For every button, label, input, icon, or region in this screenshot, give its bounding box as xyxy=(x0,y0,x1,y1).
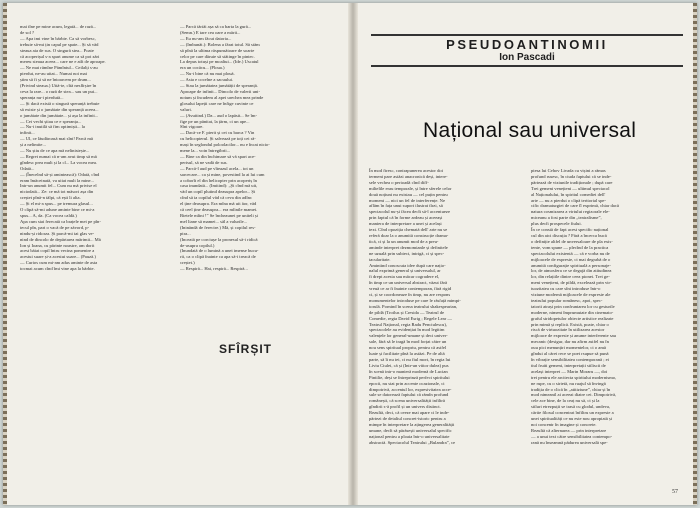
text-line: cele ace bine, de la ceaț nu să, ci și la xyxy=(531,398,600,404)
text-line: pira... xyxy=(180,230,191,236)
text-line: era un cocăcu... (Ploua.) xyxy=(180,65,225,71)
text-line: În ce constă de fapt acest specific național xyxy=(531,227,609,233)
binding-edge-left xyxy=(3,3,7,505)
text-line: sale, fără să le tragă în mod forțat către un xyxy=(369,339,447,345)
text-line: moderne, nimeni împrumutate din cinemato- xyxy=(531,309,614,315)
text-line: monumentelor introduse pe care le răsfață mimpi- xyxy=(369,297,461,303)
text-line: Ion și Ioana, cu părinte noastre, am dorit xyxy=(20,242,95,248)
text-line: trei pentru ele arcitecta spiritului modernismo, xyxy=(531,374,617,380)
text-line: rană nu înseamnă pădurea universală spe- xyxy=(531,439,608,445)
text-line: același interpret — Marin Moraru —, doi xyxy=(531,368,608,374)
text-line: două noțiuni nu existau — cel puțin pentru xyxy=(369,191,448,197)
text-line: prin faptul că în forme ardeau și aceeași xyxy=(369,215,443,221)
text-line: nou sens spiritual propriu, pentru că astfel xyxy=(369,345,447,351)
text-line: — Curios cum mi-am adus aminte de asta xyxy=(20,260,98,266)
text-line: lor, din relațiile dintre ceea pionei. Trei ge- xyxy=(531,274,610,280)
text-line: cific dramaturgiei de care îl exprimă, chiar dacă xyxy=(531,203,619,209)
text-line: — Ul, ce lăudăroasă mai sînt! Parcă mă xyxy=(20,136,93,142)
text-line: și a nelimite... xyxy=(20,142,46,148)
text-line: — Dacă-ce F. pierit și cei cu barca ? Vin xyxy=(180,130,255,136)
text-line: — Nu știu de ce apa mă nelinistește... xyxy=(20,148,90,154)
left-page-column-1 xyxy=(20,24,172,276)
text-line: mod nimeanil ai aceeai diatre cei. Dimpotrivă, xyxy=(531,392,617,398)
header-rule-top xyxy=(371,34,683,36)
text-line: Rezultă, deci, că ceeze mai apare ci le inde- xyxy=(369,410,450,416)
text-line: graful stridopetulor obiecte artistice realizate xyxy=(531,315,614,321)
text-line: nind de dincolo de depărtarea mărimii... Mă xyxy=(20,236,101,242)
text-line: teatrului popular românesc, apoi, spec- xyxy=(531,297,603,303)
text-line: Comedie, regia David Esrig ; Regele Lear — xyxy=(369,315,452,321)
text-line: torulă. Pornind în scena teatrului shakespearian, xyxy=(369,303,458,309)
text-line: creștet pînă-n tălpi, că ești li alta. xyxy=(20,195,81,201)
text-line: cu helicopterul. Și salvează pe toți cei ră- xyxy=(180,136,256,142)
text-line: dimpotrivă, accentul lor, expresivitatea acce- xyxy=(369,386,452,392)
text-line: text. Cînd opoziția chemată dell' arte nu se xyxy=(369,227,448,233)
text-line: fi drept acesta sau măcar cogradere el, xyxy=(369,274,440,280)
text-line: el ține deasupra. Era mîna mă uit ăor, văd xyxy=(180,201,257,207)
text-line: luate și facilitate pînă la astăzi. Pe de altă xyxy=(369,351,445,357)
text-line: (Inundată de o lumină a unei imense bucu- xyxy=(180,248,259,254)
text-line: — Respiră... Hai, respiră... Respiră... xyxy=(180,266,248,272)
text-line: Apa cum stai ferecată ca brațele mei pe pîn- xyxy=(20,218,101,224)
section-title: PSEUDOANTINOMII xyxy=(446,37,608,52)
text-line: casa inundată... (Imitind): „Și cînd mă uit, xyxy=(180,183,258,189)
text-line: o jumătate din jumătate... și așa la infinit... xyxy=(20,112,99,118)
text-line: sele vechea o perioadă cînd diff- xyxy=(369,179,429,185)
text-line: cul din aici discuția ? Fără a încerca bucă xyxy=(531,232,607,238)
text-line: Sînt vigoare. xyxy=(180,124,204,130)
right-page-column-1 xyxy=(369,168,521,488)
text-line: perisul, să ne vadă de sus. xyxy=(180,159,228,165)
text-line: viziune modernă mijloacele de expresie ale xyxy=(531,292,611,298)
text-line: tacularitate. xyxy=(369,256,391,262)
text-line: să pînă la ultima răspunsătoare de soarte xyxy=(180,47,255,53)
text-line: tatorii atrași prin confruntarea lor cu gesturile xyxy=(531,303,615,309)
text-line: La depus totuși pe moaltui... (Ide.) Uscatul xyxy=(180,59,259,65)
text-line: gîndirii s-ă profil și un univers distinct. xyxy=(369,404,441,410)
text-line: Teatrul Național, regia Radu Penciulescu), xyxy=(369,321,447,327)
text-line: trebuie să-mi țin capul pe spate... Și să văd xyxy=(20,41,99,47)
magazine-spread xyxy=(3,3,697,505)
text-line: Rezultă că alternarea — prin interpretare xyxy=(531,427,607,433)
text-line: creștet.) xyxy=(180,260,195,266)
section-header xyxy=(371,34,683,67)
text-line: o definiție altfel de unversaloare de pla exis- xyxy=(531,238,613,244)
text-line: a coborît el din helicopter prin acoperiș în xyxy=(180,177,257,183)
text-line: Trei gemeni venețieni — ultimul spectacol xyxy=(531,185,610,191)
text-line: ceva la rare... o rază de stea... sau un pui... xyxy=(20,88,98,94)
text-line: meni venețieni, de pildă, excelează prin vir- xyxy=(531,280,612,286)
text-line: În mod firesc, contrapunerea acestor doi xyxy=(369,168,443,173)
text-line: steaua aia de sus. O singură stea... Poate xyxy=(20,47,94,53)
text-line: Pintilie, deși se întreprinză perfect spiritului xyxy=(369,374,450,380)
text-line: mași în seglondul poloolacilor... nu e încat nicio- xyxy=(180,142,270,148)
text-line: mijloace de expresie și anume interferente sau xyxy=(531,333,616,339)
text-line: tente, vom spune — plecînd de la practica xyxy=(531,244,609,250)
text-line: că ceel ține deasupra... era mîinile mamei. xyxy=(180,207,258,213)
text-line: — a unui text către sensibilitatea contempo- xyxy=(531,433,613,439)
text-line: mijloacele de expresie, ci mai degrabă de o xyxy=(531,256,611,262)
text-line: sule se datorează faptului că rămîn profund xyxy=(369,392,449,398)
text-line: tocmai acum cînd îmi vine apa la bărbie. xyxy=(20,266,95,272)
text-line: umane, decît să părăsești universalul specific xyxy=(369,427,452,433)
text-line: tecul pîn, pari o vacă de pe zăvord, p- xyxy=(20,224,90,230)
text-line: mimpe în interpretare la ațingerea generalității xyxy=(369,421,455,427)
text-line: termeni pare astăzi anacronică deși, intere- xyxy=(369,173,448,179)
text-line: spus... A, da. (Ca vocea caldă.) xyxy=(20,213,77,218)
text-line: de-asupra copilul.) xyxy=(180,242,215,248)
text-line: Odată... xyxy=(20,165,35,171)
text-line: Amintind conoscuta idee după care națio- xyxy=(369,262,446,268)
text-line: de pildă (Troilus și Cresida — Teatrul de xyxy=(369,309,445,315)
text-line: fige pe un pănitat, la țărm, ci un ape... xyxy=(180,118,250,124)
text-line: ne rupe, cu o sirietă, nu ruajul să învingă xyxy=(531,380,606,386)
text-line: tiul fruiti gemeni, interpretații stiliscii de xyxy=(531,362,606,368)
text-line: — Bine ca din închimare să vă spart ace- xyxy=(180,153,256,159)
text-line: — (Înecelnd să-și amintească): Odată, cînd xyxy=(20,171,100,177)
text-line: pierdut, ne-au uitat... Numai noi mai xyxy=(20,71,87,77)
text-line: Intr-un anumit fel... Cum nu mă privise el xyxy=(20,183,97,189)
text-line: anumită configurație spirituală a personaje- xyxy=(531,262,611,268)
text-line: — (Imbunăt.): Bolena a fărat totul. Să stăm xyxy=(180,41,260,47)
text-line: nalul exprimă general și universalul, ar xyxy=(369,268,441,274)
text-line: gîndui al cărei rece se poet rsupue să pună xyxy=(531,351,609,357)
text-line: rii, ca o clipă înainte ca apa să-i treacă de xyxy=(180,254,256,260)
text-line: — Ne mai rămîne Pămîntul... Ceilalți s-au xyxy=(20,65,98,71)
text-line: tuozitatea cu care sînt introduse într-o xyxy=(531,286,601,292)
text-line: valențele lor general-umane și deci univer- xyxy=(369,333,448,339)
text-line: cînd să ia copilul văd că ceva din adînc xyxy=(180,195,252,201)
text-line: — Nu-i inutilă să fim optimiști... la xyxy=(20,124,85,130)
text-line: nindu-și ridorza. Și parcă-mi tai glas ve- xyxy=(20,230,95,236)
end-marker: SFÎRȘIT xyxy=(219,342,273,356)
text-line: infinit... xyxy=(20,130,35,136)
left-page-column-2 xyxy=(180,24,332,276)
text-line: glosului lapeții care ne înfige cuvinte ce xyxy=(180,100,254,106)
text-line: noi concentr în imagine și concrete. xyxy=(531,421,597,427)
text-line: al Naționalului, în spiritul comediei dell' xyxy=(531,191,606,197)
text-line: maniera de interpretare a unei și același xyxy=(369,221,442,227)
page-gutter xyxy=(348,3,358,505)
text-line: Aproape de infinit... Dincolo de valerii uni- xyxy=(180,88,260,94)
text-line: — Și el mi-a spus... pe tremura glasul... xyxy=(20,201,93,207)
text-line: — Parcă-l aud pe vîteazul acela... tot un xyxy=(180,165,254,171)
text-line: mecanic (desigur, dar nu afirm astfel nu în xyxy=(531,339,609,345)
text-line: părtezi de detaliul concret-istoric pentru a xyxy=(369,416,446,422)
text-line: arte — nu a pierdut o clipă teritorial spe- xyxy=(531,197,607,203)
text-line: speranța nu-i pierdută... xyxy=(20,94,64,100)
text-line: — Apa imi vine în bărbie. Ca să vorbesc, xyxy=(20,35,96,41)
text-line: spectacolului existentă — că e vorba nu de xyxy=(531,250,610,256)
text-line: mene la... voin întregibrii... xyxy=(180,148,231,154)
text-line: lor, de atmosfera ce se degajă din atitudinea xyxy=(531,268,612,274)
text-line: parte, să îi nu iei, ci nu fiul mort, în regia lui xyxy=(369,357,451,362)
text-line: — Regret numai că n-am avut timp să mă xyxy=(20,153,97,159)
text-line: ne uzuală prin subiect, intrigă, ci și spec- xyxy=(369,250,445,256)
text-line: de sol ? xyxy=(20,29,35,35)
text-line: — Stau la jumătatea jumătății de speranță. xyxy=(180,83,258,89)
text-line: tică, ci și la un anumit mod de a preu- xyxy=(369,238,439,244)
text-line: (Ininăndă de ferecire.) Mă, și copilul res- xyxy=(180,224,256,230)
text-line: (Inceată pe corciușe la pronesul să-i ridică xyxy=(180,236,258,242)
text-line: — Nu-i bine că nu mai plouă. xyxy=(180,71,235,77)
text-line: epocii, nu stat prin accente ocazionale, ci xyxy=(369,380,445,386)
text-line: aflăm în fața unui suport ilustrat tîrzi, să xyxy=(369,203,443,209)
text-line: miceanu a fost parte din „teatralisme”, xyxy=(531,215,602,221)
text-line: natura cosmizarea a virtului regizorale ele- xyxy=(531,209,610,215)
text-line: moment — nici un fel de interferențe. Ne xyxy=(369,197,446,203)
text-line: spectacolul nu-și făcea decît să-l accentueze xyxy=(369,209,450,215)
header-rule-bottom xyxy=(371,65,683,67)
text-line: — Parcă tăriăi așa să ca barta la gură... xyxy=(180,24,252,29)
text-line: abstractă. Spectacolul Teatrului „Bulandra”, ce xyxy=(369,439,456,445)
text-line: că acoperișul s-a spart anume ca să pot zări xyxy=(20,53,100,59)
text-line: mereu steaua aceea... care ne e atît de aproape. xyxy=(20,59,106,65)
text-line: tradiția de o clică în „atitiziune”, chiar și în xyxy=(531,386,611,392)
text-line: să existe și o jumătate din speranță aceea... xyxy=(20,106,99,112)
right-page-column-2 xyxy=(531,168,683,488)
text-line: știm să fi și să ne întoarcem pe drum... xyxy=(20,77,91,83)
text-line: în scenă intr-o manieră modernă de Lucian xyxy=(369,368,448,374)
text-line: unei spiritualități ce nu este nou apropiată și xyxy=(531,416,613,422)
text-line: sarcecare... ca și mine, povestind la ai lui cum xyxy=(180,171,265,177)
text-line: mai tîne pe mine acum, legată... de rază... xyxy=(20,24,97,29)
text-line: riscă de virtuozitate în utilizarea acestor xyxy=(531,327,605,333)
text-line: stiluri etrezpuții se trasă cu glodul, undeva, xyxy=(531,404,611,410)
text-line: eram îmăceinată, va uitat mult la mine... xyxy=(20,177,94,183)
text-line: în timp ce un universal abstract, văzut fără xyxy=(369,280,448,286)
text-line: vreuă ce ar fi înainte contemporan, fără rigid xyxy=(369,286,452,292)
text-line: acestui suare și-a acestui suare... (Pauză.) xyxy=(20,254,96,260)
text-line: plus decît prospecele fiului. xyxy=(531,221,582,227)
text-line: O clipă să-mi adune aminte bine ce mi-a xyxy=(20,207,95,213)
text-line: părtează de viziunile tradiționale ; după care xyxy=(531,179,613,185)
text-line: celor pe care dăruie să stătinge în pintec. xyxy=(180,53,255,59)
text-line: în vibrație sensibilitatea contemporană ; ei xyxy=(531,357,609,362)
text-line: ci, și se coordoneaze în timp, nu are respons xyxy=(369,292,451,298)
text-line: piesa lui Cehov Livada cu vișini a rămas xyxy=(531,168,606,173)
text-line: cărtie filosul concentrat înfiltru un expresie a xyxy=(531,410,614,416)
text-line: văd un copil plutind deasupra apelor... Și xyxy=(180,189,256,195)
text-line: profund rusesc, în ciuda faptului că se inde- xyxy=(531,173,612,179)
text-line: Bietele mîini !” Se încheaunei pe uniteli și xyxy=(180,213,258,218)
text-line: acest băiat copil întru vecina pomenire a xyxy=(20,248,95,254)
article-author: Ion Pascadi xyxy=(499,52,555,63)
text-line: — (Avuitind.) Da... aud o lapăsit... Se îm- xyxy=(180,112,257,118)
text-line: prin mimă și replică. Există, poate, chiar o xyxy=(531,321,609,327)
text-line: miltelile erau temporale, și între sferele celor xyxy=(369,185,452,191)
text-line: (Semn.) E tare cea oare a mării... xyxy=(180,29,241,35)
text-line: valuri. xyxy=(180,106,192,112)
text-line: gîndesc prea mult și la cl... La vocea mea. xyxy=(20,159,98,165)
text-line: — Asta e cocelne a sacuului. xyxy=(180,77,234,83)
text-line: — Cei vechi știau ce e speranța... xyxy=(20,118,82,124)
text-line: Liviu Ciulei, că și (Intr-un viitor dulea) pus xyxy=(369,362,449,368)
text-line: mel liane să mamei... săl a valurile... xyxy=(180,218,248,224)
text-line: — Eu nu-am făcut datoria... xyxy=(180,35,232,41)
text-line: referă doar la o anumită construcție drama- xyxy=(369,232,449,238)
text-line: notum și încudem al apei urechea mea prinde xyxy=(180,94,264,100)
page-number: 57 xyxy=(672,489,678,495)
text-line: ouu pici menunțiri momentelor, ci o amă xyxy=(531,345,606,351)
text-line: spectacolele au evidențiat în mod legitim xyxy=(369,327,445,333)
binding-edge-right xyxy=(693,3,697,505)
text-line: (Privind steaua.) Uită-te, cîtă nesfîrșire în xyxy=(20,83,97,89)
text-line: — Și dacă există o singură speranță trebuie xyxy=(20,100,100,106)
text-line: național pentru a ploaia într-o universalitate xyxy=(369,433,450,439)
text-line: aminde interpret dezmomianle și definitele xyxy=(369,244,448,250)
text-line: românești, că scena universalității infiltră xyxy=(369,398,445,404)
text-line: niciodată... Ze: ce mă tot măsori așa din xyxy=(20,189,94,195)
article-title: Național sau universal xyxy=(423,119,637,142)
